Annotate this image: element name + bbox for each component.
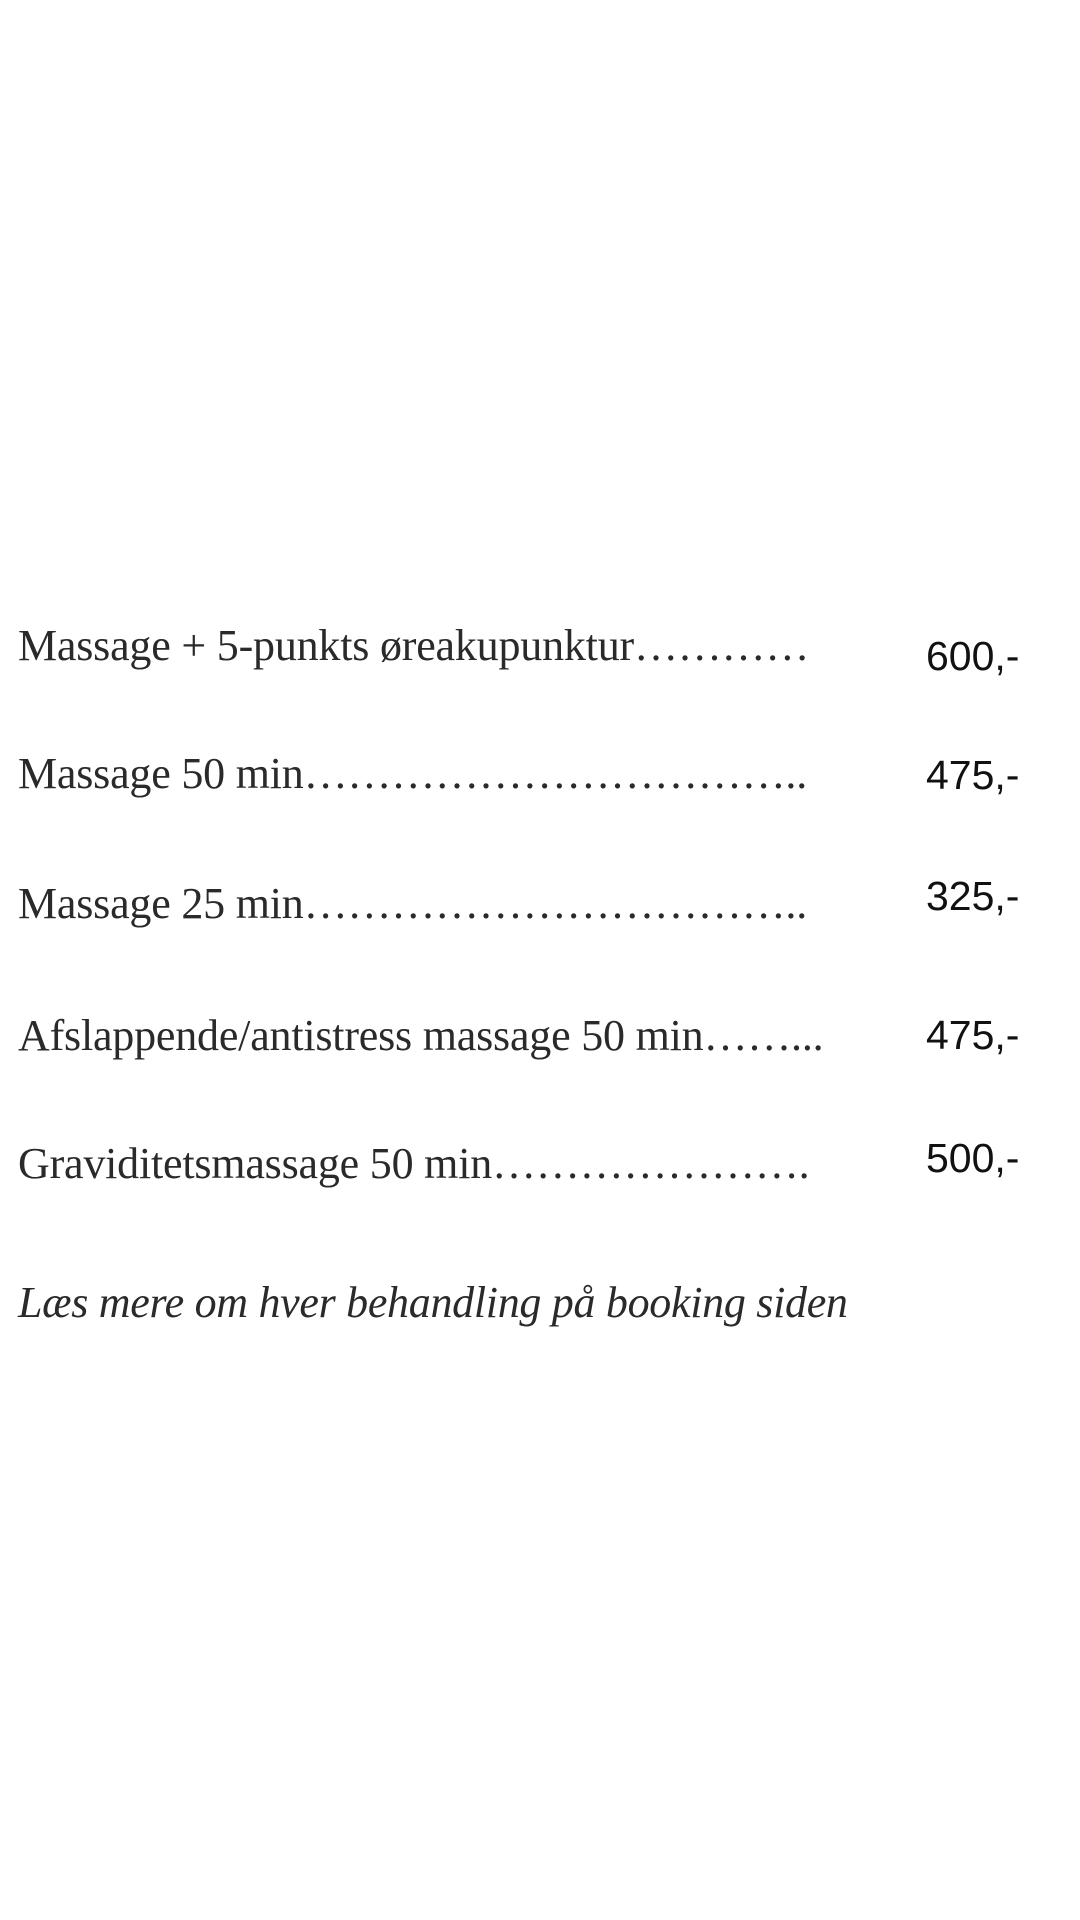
service-name: Massage + 5-punkts øreakupunktur………… — [18, 621, 810, 670]
booking-footnote: Læs mere om hver behandling på booking siden — [18, 1278, 848, 1327]
price-list-item — [0, 620, 1080, 680]
service-price: 325,- — [926, 873, 1020, 919]
service-price: 475,- — [926, 1012, 1020, 1058]
price-list-item — [0, 748, 1080, 808]
service-name: Massage 50 min…………………………….. — [18, 749, 808, 798]
price-list-item — [0, 1135, 1080, 1198]
service-price: 600,- — [926, 633, 1020, 679]
service-name: Massage 25 min…………………………….. — [18, 879, 808, 928]
service-name: Afslappende/antistress massage 50 min……... — [18, 1011, 824, 1060]
service-price: 475,- — [926, 752, 1020, 798]
service-price: 500,- — [926, 1135, 1020, 1181]
price-list-item — [0, 873, 1080, 938]
price-list-item — [0, 1010, 1080, 1070]
service-name: Graviditetsmassage 50 min…………………. — [18, 1139, 810, 1188]
